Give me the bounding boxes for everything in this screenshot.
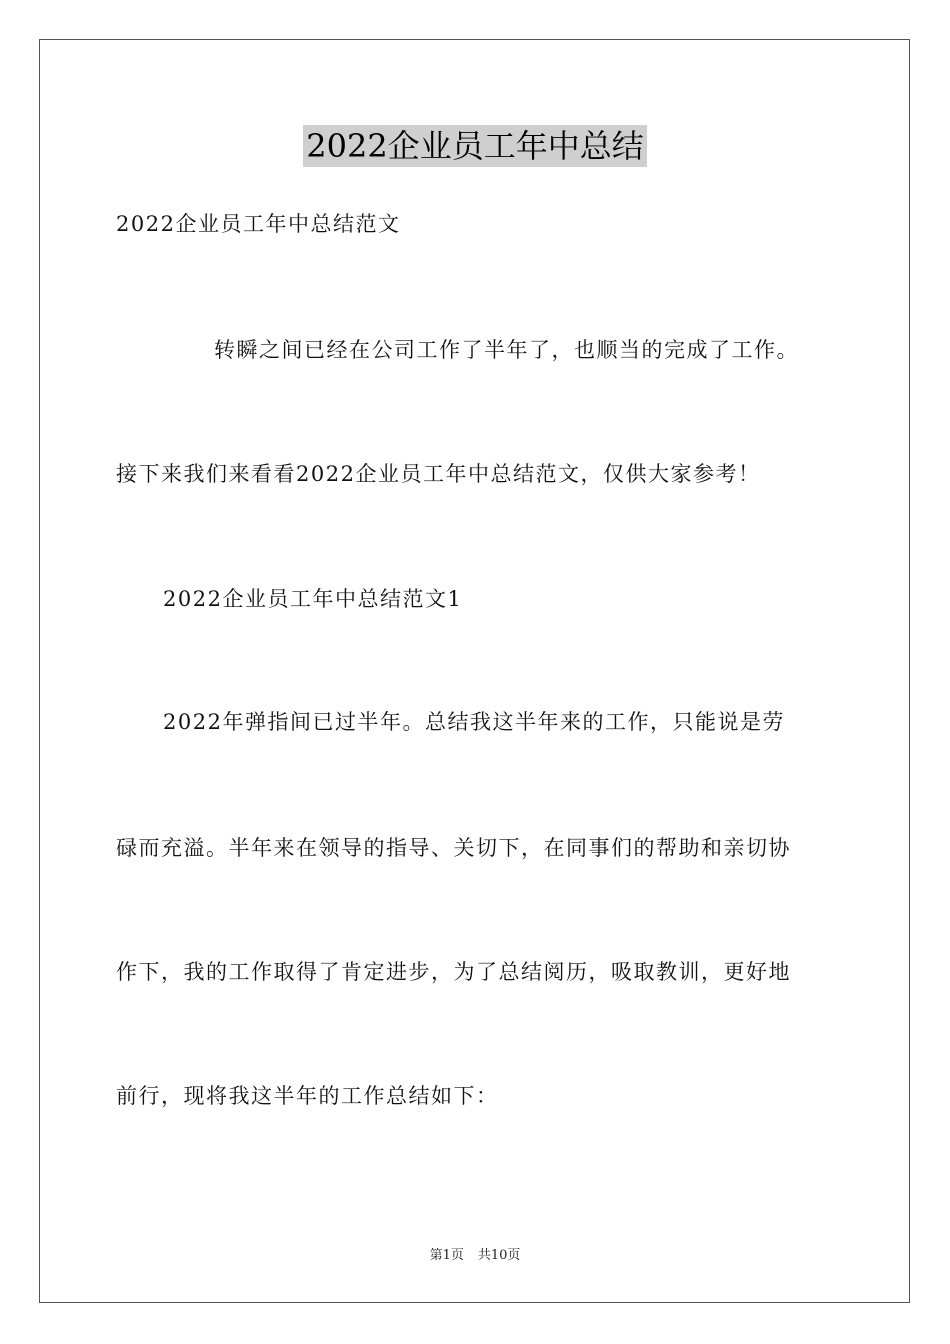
document-subtitle: 2022企业员工年中总结范文 — [116, 212, 401, 236]
paragraph-line: 碌而充溢。半年来在领导的指导、关切下，在同事们的帮助和亲切协 — [116, 836, 791, 860]
paragraph-line: 转瞬之间已经在公司工作了半年了，也顺当的完成了工作。 — [214, 338, 799, 362]
paragraph-line: 接下来我们来看看2022企业员工年中总结范文，仅供大家参考！ — [116, 462, 761, 486]
paragraph-line: 作下，我的工作取得了肯定进步，为了总结阅历，吸取教训，更好地 — [116, 960, 791, 984]
page-total: 共10页 — [477, 1248, 521, 1263]
document-title: 2022企业员工年中总结 — [303, 125, 646, 167]
paragraph-line: 2022年弹指间已过半年。总结我这半年来的工作，只能说是劳 — [163, 710, 785, 734]
title-wrap — [0, 125, 950, 167]
page-number: 第1页 — [429, 1248, 464, 1263]
paragraph-line: 前行，现将我这半年的工作总结如下： — [116, 1084, 499, 1108]
section-heading: 2022企业员工年中总结范文1 — [163, 587, 463, 611]
page-footer — [0, 1247, 950, 1265]
